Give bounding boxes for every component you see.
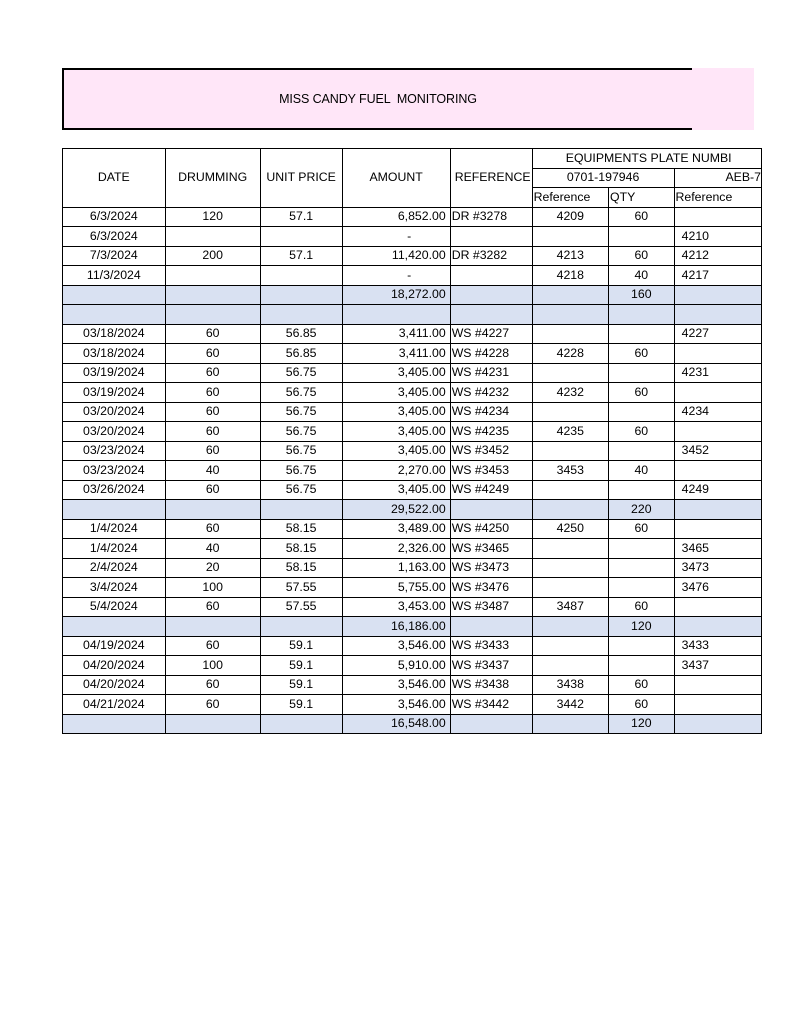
cell-plate2-reference bbox=[674, 617, 761, 637]
column-header-reference: REFERENCE bbox=[450, 149, 532, 208]
cell-plate1-reference: 4218 bbox=[532, 266, 608, 286]
cell-plate1-qty bbox=[609, 324, 675, 344]
cell-drumming: 60 bbox=[165, 383, 260, 403]
cell-unit-price: 56.85 bbox=[260, 324, 342, 344]
cell-plate2-reference: 3452 bbox=[674, 441, 761, 461]
cell-date: 03/19/2024 bbox=[63, 383, 166, 403]
cell-plate1-qty: 60 bbox=[609, 695, 675, 715]
cell-date: 03/18/2024 bbox=[63, 324, 166, 344]
cell-plate1-reference: 3487 bbox=[532, 597, 608, 617]
cell-date: 03/26/2024 bbox=[63, 480, 166, 500]
cell-plate2-reference bbox=[674, 207, 761, 227]
cell-unit-price: 58.15 bbox=[260, 519, 342, 539]
table-row bbox=[63, 266, 762, 286]
cell-amount: 3,405.00 bbox=[342, 363, 450, 383]
cell-plate2-reference bbox=[674, 714, 761, 734]
cell-date: 03/23/2024 bbox=[63, 441, 166, 461]
cell-plate1-reference bbox=[532, 305, 608, 325]
subheader-plate2-reference: Reference bbox=[674, 188, 761, 208]
cell-plate1-qty: 60 bbox=[609, 344, 675, 364]
cell-unit-price: 56.75 bbox=[260, 461, 342, 481]
cell-plate1-qty: 40 bbox=[609, 461, 675, 481]
cell-plate1-reference bbox=[532, 480, 608, 500]
cell-amount: 3,405.00 bbox=[342, 480, 450, 500]
table-row bbox=[63, 539, 762, 559]
plate-header-aeb: AEB-7 bbox=[674, 168, 761, 188]
cell-drumming: 100 bbox=[165, 656, 260, 676]
cell-reference: WS #4250 bbox=[450, 519, 532, 539]
equipment-plates-group-header bbox=[532, 149, 761, 169]
cell-amount: 3,411.00 bbox=[342, 344, 450, 364]
cell-plate2-reference bbox=[674, 422, 761, 442]
cell-amount: 3,453.00 bbox=[342, 597, 450, 617]
subtotal-row bbox=[63, 500, 762, 520]
cell-plate2-reference: 4210 bbox=[674, 227, 761, 247]
cell-unit-price: 59.1 bbox=[260, 656, 342, 676]
cell-drumming: 60 bbox=[165, 422, 260, 442]
column-header-amount: AMOUNT bbox=[342, 149, 450, 208]
cell-unit-price: 56.75 bbox=[260, 383, 342, 403]
cell-plate1-qty: 60 bbox=[609, 675, 675, 695]
cell-plate1-qty bbox=[609, 480, 675, 500]
cell-plate1-reference bbox=[532, 558, 608, 578]
cell-plate1-qty: 60 bbox=[609, 383, 675, 403]
cell-plate1-qty bbox=[609, 363, 675, 383]
cell-unit-price: 57.1 bbox=[260, 207, 342, 227]
cell-reference: DR #3282 bbox=[450, 246, 532, 266]
column-header-unit-price: UNIT PRICE bbox=[260, 149, 342, 208]
cell-unit-price bbox=[260, 227, 342, 247]
table-row bbox=[63, 246, 762, 266]
cell-unit-price: 56.75 bbox=[260, 422, 342, 442]
cell-plate2-reference bbox=[674, 500, 761, 520]
cell-drumming: 60 bbox=[165, 480, 260, 500]
cell-drumming bbox=[165, 305, 260, 325]
cell-date bbox=[63, 500, 166, 520]
cell-reference bbox=[450, 617, 532, 637]
cell-amount: - bbox=[342, 227, 450, 247]
cell-unit-price bbox=[260, 266, 342, 286]
cell-plate2-reference bbox=[674, 461, 761, 481]
cell-amount: 29,522.00 bbox=[342, 500, 450, 520]
cell-plate1-qty: 60 bbox=[609, 246, 675, 266]
table-row bbox=[63, 402, 762, 422]
subtotal-row bbox=[63, 285, 762, 305]
cell-plate1-qty: 120 bbox=[609, 617, 675, 637]
cell-drumming: 60 bbox=[165, 363, 260, 383]
cell-plate2-reference bbox=[674, 344, 761, 364]
cell-unit-price: 57.1 bbox=[260, 246, 342, 266]
cell-reference: WS #3487 bbox=[450, 597, 532, 617]
cell-reference: WS #4249 bbox=[450, 480, 532, 500]
cell-amount: 16,186.00 bbox=[342, 617, 450, 637]
cell-reference bbox=[450, 714, 532, 734]
cell-plate2-reference: 4249 bbox=[674, 480, 761, 500]
cell-unit-price: 56.75 bbox=[260, 402, 342, 422]
cell-date: 5/4/2024 bbox=[63, 597, 166, 617]
cell-reference: WS #3476 bbox=[450, 578, 532, 598]
cell-plate1-qty: 60 bbox=[609, 519, 675, 539]
cell-unit-price: 58.15 bbox=[260, 558, 342, 578]
cell-reference bbox=[450, 500, 532, 520]
cell-amount: 1,163.00 bbox=[342, 558, 450, 578]
table-row bbox=[63, 558, 762, 578]
cell-plate1-reference bbox=[532, 324, 608, 344]
cell-drumming: 20 bbox=[165, 558, 260, 578]
cell-unit-price bbox=[260, 617, 342, 637]
cell-plate2-reference: 4217 bbox=[674, 266, 761, 286]
table-row bbox=[63, 519, 762, 539]
cell-reference: WS #4227 bbox=[450, 324, 532, 344]
cell-drumming: 60 bbox=[165, 441, 260, 461]
cell-plate1-qty bbox=[609, 402, 675, 422]
table-row bbox=[63, 207, 762, 227]
cell-drumming: 60 bbox=[165, 402, 260, 422]
cell-plate1-reference bbox=[532, 363, 608, 383]
cell-reference: WS #3438 bbox=[450, 675, 532, 695]
cell-date: 03/19/2024 bbox=[63, 363, 166, 383]
cell-amount: 16,548.00 bbox=[342, 714, 450, 734]
ledger-sheet bbox=[62, 148, 761, 732]
cell-amount: 11,420.00 bbox=[342, 246, 450, 266]
cell-plate1-reference: 4209 bbox=[532, 207, 608, 227]
cell-date: 11/3/2024 bbox=[63, 266, 166, 286]
cell-date: 6/3/2024 bbox=[63, 207, 166, 227]
cell-amount: 18,272.00 bbox=[342, 285, 450, 305]
cell-amount bbox=[342, 305, 450, 325]
column-header-date: DATE bbox=[63, 149, 166, 208]
cell-plate1-reference bbox=[532, 578, 608, 598]
cell-reference: WS #3437 bbox=[450, 656, 532, 676]
cell-drumming: 60 bbox=[165, 675, 260, 695]
cell-plate1-reference: 3453 bbox=[532, 461, 608, 481]
cell-plate2-reference: 4212 bbox=[674, 246, 761, 266]
subheader-plate1-qty: QTY bbox=[609, 188, 675, 208]
cell-drumming bbox=[165, 285, 260, 305]
cell-amount: - bbox=[342, 266, 450, 286]
cell-unit-price: 56.75 bbox=[260, 363, 342, 383]
table-row bbox=[63, 227, 762, 247]
cell-plate1-reference bbox=[532, 500, 608, 520]
cell-amount: 2,326.00 bbox=[342, 539, 450, 559]
cell-plate1-qty: 220 bbox=[609, 500, 675, 520]
cell-reference bbox=[450, 305, 532, 325]
cell-reference bbox=[450, 227, 532, 247]
cell-plate1-reference bbox=[532, 714, 608, 734]
table-row bbox=[63, 324, 762, 344]
cell-plate1-qty bbox=[609, 539, 675, 559]
table-row bbox=[63, 597, 762, 617]
cell-unit-price: 59.1 bbox=[260, 636, 342, 656]
cell-unit-price bbox=[260, 305, 342, 325]
cell-reference: WS #4235 bbox=[450, 422, 532, 442]
cell-reference bbox=[450, 266, 532, 286]
cell-reference: WS #3453 bbox=[450, 461, 532, 481]
cell-plate2-reference: 3433 bbox=[674, 636, 761, 656]
cell-plate1-qty bbox=[609, 441, 675, 461]
cell-plate2-reference bbox=[674, 305, 761, 325]
cell-unit-price: 56.85 bbox=[260, 344, 342, 364]
cell-drumming: 120 bbox=[165, 207, 260, 227]
table-row bbox=[63, 461, 762, 481]
cell-plate2-reference: 4227 bbox=[674, 324, 761, 344]
cell-amount: 3,405.00 bbox=[342, 422, 450, 442]
cell-drumming bbox=[165, 266, 260, 286]
cell-date: 03/20/2024 bbox=[63, 422, 166, 442]
cell-amount: 3,405.00 bbox=[342, 402, 450, 422]
cell-date: 04/20/2024 bbox=[63, 675, 166, 695]
cell-date: 04/21/2024 bbox=[63, 695, 166, 715]
cell-amount: 3,405.00 bbox=[342, 441, 450, 461]
subtotal-row bbox=[63, 617, 762, 637]
cell-plate1-qty: 60 bbox=[609, 207, 675, 227]
cell-plate1-qty bbox=[609, 656, 675, 676]
cell-unit-price bbox=[260, 285, 342, 305]
cell-date bbox=[63, 305, 166, 325]
cell-drumming bbox=[165, 500, 260, 520]
cell-drumming: 200 bbox=[165, 246, 260, 266]
table-row bbox=[63, 344, 762, 364]
cell-amount: 2,270.00 bbox=[342, 461, 450, 481]
cell-date: 03/18/2024 bbox=[63, 344, 166, 364]
cell-date: 04/20/2024 bbox=[63, 656, 166, 676]
cell-plate1-qty bbox=[609, 578, 675, 598]
cell-reference: WS #4231 bbox=[450, 363, 532, 383]
cell-plate1-qty: 160 bbox=[609, 285, 675, 305]
cell-plate1-qty: 60 bbox=[609, 597, 675, 617]
cell-drumming bbox=[165, 227, 260, 247]
cell-reference: WS #3442 bbox=[450, 695, 532, 715]
cell-unit-price: 56.75 bbox=[260, 480, 342, 500]
cell-plate1-qty: 120 bbox=[609, 714, 675, 734]
cell-reference: WS #3465 bbox=[450, 539, 532, 559]
cell-amount: 3,546.00 bbox=[342, 675, 450, 695]
cell-drumming: 60 bbox=[165, 636, 260, 656]
cell-plate2-reference: 3465 bbox=[674, 539, 761, 559]
cell-unit-price: 59.1 bbox=[260, 695, 342, 715]
cell-plate2-reference: 3437 bbox=[674, 656, 761, 676]
cell-plate1-qty bbox=[609, 227, 675, 247]
cell-amount: 5,910.00 bbox=[342, 656, 450, 676]
cell-plate2-reference bbox=[674, 695, 761, 715]
cell-plate2-reference: 4234 bbox=[674, 402, 761, 422]
cell-date: 1/4/2024 bbox=[63, 539, 166, 559]
cell-plate2-reference bbox=[674, 383, 761, 403]
cell-drumming: 40 bbox=[165, 539, 260, 559]
cell-amount: 3,546.00 bbox=[342, 636, 450, 656]
plate-header-0701-197946: 0701-197946 bbox=[532, 168, 674, 188]
cell-drumming: 60 bbox=[165, 695, 260, 715]
cell-plate1-reference: 3438 bbox=[532, 675, 608, 695]
cell-date: 7/3/2024 bbox=[63, 246, 166, 266]
cell-drumming bbox=[165, 714, 260, 734]
cell-plate1-qty: 60 bbox=[609, 422, 675, 442]
cell-date: 2/4/2024 bbox=[63, 558, 166, 578]
table-row bbox=[63, 363, 762, 383]
cell-reference: DR #3278 bbox=[450, 207, 532, 227]
cell-plate2-reference: 3476 bbox=[674, 578, 761, 598]
cell-plate1-reference bbox=[532, 539, 608, 559]
cell-date: 04/19/2024 bbox=[63, 636, 166, 656]
cell-plate1-reference bbox=[532, 656, 608, 676]
cell-plate1-qty bbox=[609, 305, 675, 325]
cell-unit-price: 59.1 bbox=[260, 675, 342, 695]
sheet-title: MISS CANDY FUEL MONITORING bbox=[62, 68, 692, 130]
table-row bbox=[63, 656, 762, 676]
table-row bbox=[63, 480, 762, 500]
table-row bbox=[63, 441, 762, 461]
cell-plate2-reference: 3473 bbox=[674, 558, 761, 578]
cell-amount: 5,755.00 bbox=[342, 578, 450, 598]
cell-unit-price: 57.55 bbox=[260, 597, 342, 617]
cell-date: 03/20/2024 bbox=[63, 402, 166, 422]
cell-plate2-reference bbox=[674, 597, 761, 617]
cell-reference: WS #4232 bbox=[450, 383, 532, 403]
table-row bbox=[63, 383, 762, 403]
cell-plate1-reference: 4228 bbox=[532, 344, 608, 364]
cell-plate1-qty bbox=[609, 558, 675, 578]
cell-drumming: 60 bbox=[165, 597, 260, 617]
cell-unit-price bbox=[260, 714, 342, 734]
cell-date: 03/23/2024 bbox=[63, 461, 166, 481]
cell-plate1-reference: 4213 bbox=[532, 246, 608, 266]
table-row bbox=[63, 675, 762, 695]
table-row bbox=[63, 695, 762, 715]
cell-reference: WS #3473 bbox=[450, 558, 532, 578]
cell-unit-price: 57.55 bbox=[260, 578, 342, 598]
cell-amount: 3,546.00 bbox=[342, 695, 450, 715]
cell-plate2-reference bbox=[674, 675, 761, 695]
cell-amount: 3,411.00 bbox=[342, 324, 450, 344]
cell-plate1-reference bbox=[532, 285, 608, 305]
cell-plate1-reference bbox=[532, 617, 608, 637]
cell-date: 3/4/2024 bbox=[63, 578, 166, 598]
cell-drumming bbox=[165, 617, 260, 637]
cell-plate1-reference: 3442 bbox=[532, 695, 608, 715]
cell-date: 6/3/2024 bbox=[63, 227, 166, 247]
cell-date: 1/4/2024 bbox=[63, 519, 166, 539]
cell-plate1-qty bbox=[609, 636, 675, 656]
cell-plate2-reference bbox=[674, 519, 761, 539]
cell-drumming: 60 bbox=[165, 344, 260, 364]
column-header-drumming: DRUMMING bbox=[165, 149, 260, 208]
equipment-plates-group-label: EQUIPMENTS PLATE NUMBI bbox=[565, 150, 732, 165]
fuel-ledger-table bbox=[62, 148, 762, 734]
cell-unit-price bbox=[260, 500, 342, 520]
header-row-1 bbox=[63, 149, 762, 169]
table-row bbox=[63, 578, 762, 598]
cell-plate1-reference: 4235 bbox=[532, 422, 608, 442]
table-row bbox=[63, 422, 762, 442]
cell-plate1-reference: 4232 bbox=[532, 383, 608, 403]
cell-date bbox=[63, 714, 166, 734]
cell-reference: WS #4228 bbox=[450, 344, 532, 364]
cell-plate1-reference bbox=[532, 227, 608, 247]
cell-reference bbox=[450, 285, 532, 305]
cell-drumming: 60 bbox=[165, 519, 260, 539]
cell-reference: WS #3433 bbox=[450, 636, 532, 656]
cell-amount: 3,489.00 bbox=[342, 519, 450, 539]
cell-reference: WS #4234 bbox=[450, 402, 532, 422]
cell-plate1-reference bbox=[532, 636, 608, 656]
blank-row bbox=[63, 305, 762, 325]
subheader-plate1-reference: Reference bbox=[532, 188, 608, 208]
cell-reference: WS #3452 bbox=[450, 441, 532, 461]
cell-unit-price: 56.75 bbox=[260, 441, 342, 461]
cell-amount: 6,852.00 bbox=[342, 207, 450, 227]
cell-drumming: 60 bbox=[165, 324, 260, 344]
cell-plate1-reference bbox=[532, 402, 608, 422]
cell-plate1-qty: 40 bbox=[609, 266, 675, 286]
cell-amount: 3,405.00 bbox=[342, 383, 450, 403]
table-row bbox=[63, 636, 762, 656]
cell-drumming: 40 bbox=[165, 461, 260, 481]
cell-drumming: 100 bbox=[165, 578, 260, 598]
cell-date bbox=[63, 617, 166, 637]
cell-plate1-reference bbox=[532, 441, 608, 461]
cell-plate2-reference bbox=[674, 285, 761, 305]
cell-unit-price: 58.15 bbox=[260, 539, 342, 559]
cell-plate1-reference: 4250 bbox=[532, 519, 608, 539]
subtotal-row bbox=[63, 714, 762, 734]
cell-plate2-reference: 4231 bbox=[674, 363, 761, 383]
cell-date bbox=[63, 285, 166, 305]
